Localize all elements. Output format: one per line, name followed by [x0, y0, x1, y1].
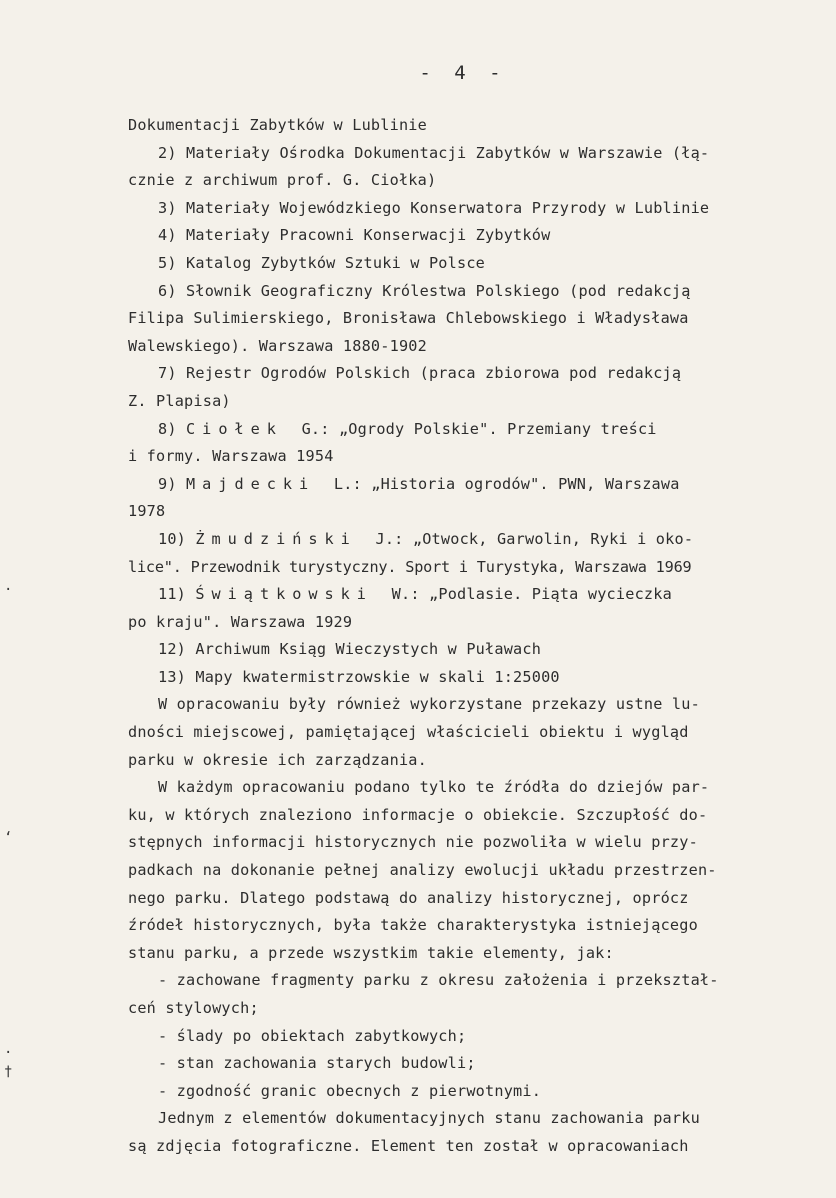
text-line: źródeł historycznych, była także charakterystyka istniejącego	[128, 916, 698, 935]
text-line: - zgodność granic obecnych z pierwotnymi.	[158, 1081, 542, 1100]
text-line: ceń stylowych;	[128, 999, 259, 1017]
text-line: 2) Materiały Ośrodka Dokumentacji Zabytków w Warszawie (łą-	[158, 143, 710, 162]
text-line: - zachowane fragmenty parku z okresu założenia i przekształ-	[158, 971, 719, 990]
margin-mark: ·	[4, 582, 13, 598]
entry-number: 8)	[158, 419, 177, 438]
entry-author: Żmudziński	[195, 529, 357, 548]
entry-author: Majdecki	[186, 474, 316, 493]
bibliography-entry	[128, 581, 818, 609]
entry-initial: L.:	[333, 474, 362, 493]
entry-initial: G.:	[301, 419, 330, 438]
text-line: 12) Archiwum Ksiąg Wieczystych w Puławach	[158, 640, 542, 659]
text-line: 7) Rejestr Ogrodów Polskich (praca zbiorowa pod redakcją	[158, 364, 682, 383]
text-line: Jednym z elementów dokumentacyjnych stanu zachowania parku	[158, 1109, 700, 1128]
text-line: - ślady po obiektach zabytkowych;	[158, 1026, 467, 1045]
text-line: padkach na dokonanie pełnej analizy ewolucji układu przestrzen-	[128, 861, 717, 880]
text-line: - stan zachowania starych budowli;	[158, 1054, 476, 1073]
text-line: 13) Mapy kwatermistrzowskie w skali 1:25000	[158, 667, 560, 686]
entry-number: 11)	[158, 585, 187, 604]
text-line: W każdym opracowaniu podano tylko te źródła do dziejów par-	[158, 778, 710, 797]
text-line: stanu parku, a przede wszystkim takie elementy, jak:	[128, 943, 614, 962]
bibliography-entry	[128, 526, 818, 554]
text-line: nego parku. Dlatego podstawą do analizy historycznej, oprócz	[128, 888, 689, 907]
text-line: lice". Przewodnik turystyczny. Sport i Turystyka, Warszawa 1969	[128, 557, 692, 576]
entry-initial: J.:	[375, 529, 404, 548]
entry-number: 9)	[158, 474, 177, 493]
margin-mark: †	[4, 1064, 13, 1080]
bibliography-entry	[128, 416, 818, 444]
entry-title: „Podlasie. Piąta wycieczka	[429, 585, 672, 604]
text-line: 5) Katalog Zybytków Sztuki w Polsce	[158, 253, 486, 272]
text-line: ku, w których znaleziono informacje o obiekcie. Szczupłość do-	[128, 805, 708, 824]
text-line: stępnych informacji historycznych nie pozwoliła w wielu przy-	[128, 833, 698, 852]
text-line: Walewskiego). Warszawa 1880-1902	[128, 336, 427, 355]
entry-title: „Otwock, Garwolin, Ryki i oko-	[412, 529, 694, 548]
text-line: 6) Słownik Geograficzny Królestwa Polskiego (pod redakcją	[158, 281, 691, 300]
text-line: dności miejscowej, pamiętającej właścicieli obiektu i wygląd	[128, 723, 689, 742]
document-body	[128, 112, 818, 1161]
entry-title: „Historia ogrodów". PWN, Warszawa	[371, 474, 680, 493]
text-line: i formy. Warszawa 1954	[128, 447, 334, 466]
text-line: 3) Materiały Wojewódzkiego Konserwatora Przyrody w Lublinie	[158, 198, 710, 217]
entry-title: „Ogrody Polskie". Przemiany treści	[338, 419, 657, 438]
page-number: - 4 -	[419, 62, 507, 84]
text-line: cznie z archiwum prof. G. Ciołka)	[128, 171, 437, 190]
text-line: po kraju". Warszawa 1929	[128, 612, 353, 631]
margin-mark: ‘	[4, 830, 13, 846]
text-line: 4) Materiały Pracowni Konserwacji Zybytków	[158, 226, 551, 245]
text-line: 1978	[128, 502, 166, 521]
text-line: W opracowaniu były również wykorzystane przekazy ustne lu-	[158, 695, 700, 714]
text-line: są zdjęcia fotograficzne. Element ten został w opracowaniach	[128, 1136, 689, 1155]
text-line: Filipa Sulimierskiego, Bronisława Chlebowskiego i Władysława	[128, 309, 689, 328]
entry-initial: W.:	[391, 585, 420, 604]
text-line: Z. Plapisa)	[128, 391, 231, 410]
bibliography-entry	[128, 471, 818, 499]
entry-author: Świątkowski	[195, 585, 373, 604]
entry-author: Ciołek	[186, 419, 283, 438]
text-line: Dokumentacji Zabytków w Lublinie	[128, 116, 427, 134]
margin-mark: ·	[4, 1045, 13, 1061]
text-line: parku w okresie ich zarządzania.	[128, 750, 427, 769]
entry-number: 10)	[158, 529, 187, 548]
